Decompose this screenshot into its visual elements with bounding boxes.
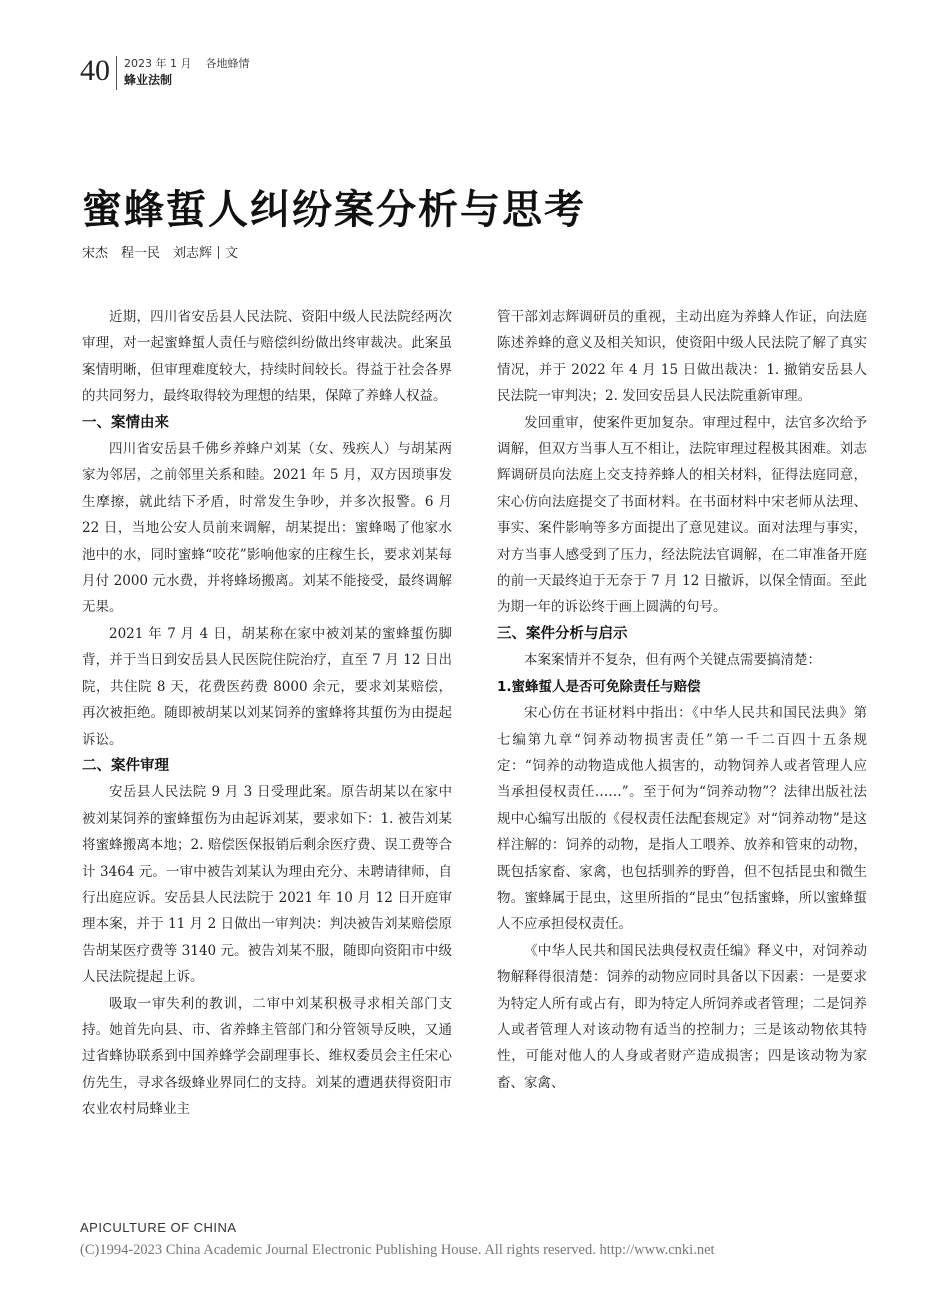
column-name: 各地蜂情 (205, 57, 250, 70)
byline-separator (218, 246, 219, 259)
paragraph-continuation: 管干部刘志辉调研员的重视，主动出庭为养蜂人作证，向法庭陈述养蜂的意义及相关知识，使资阳中级人民法院了解了真实情况，并于 2022 年 4 月 15 日做出裁决：1. 撤销安岳县人民法院一审判决；2. 发回安岳县人民法院重新审理。 (497, 309, 867, 405)
paragraph: 吸取一审失利的教训，二审中刘某积极寻求相关部门支持。她首先向县、市、省养蜂主管部门和分管领导反映，又通过省蜂协联系到中国养蜂学会副理事长、维权委员会主任宋心仿先生，寻求各级蜂业界同仁的支持。刘某的遭遇获得资阳市农业农村局蜂业主 (82, 995, 452, 1118)
subsection-heading-1: 1.蜜蜂蜇人是否可免除责任与赔偿 (497, 678, 701, 695)
header-divider (116, 56, 117, 90)
paragraph: 安岳县人民法院 9 月 3 日受理此案。原告胡某以在家中被刘某饲养的蜜蜂蜇伤为由起诉刘某，要求如下：1. 被告刘某将蜜蜂搬离本地；2. 赔偿医保报销后剩余医疗费、误工费等合计 3464 元。一审中被告刘某认为理由充分、未聘请律师，自行出庭应诉。安岳县人民法院于 2021 年 10 月 12 日开庭审理本案，并于 11 月 2 日做出一审判决：判决被告刘某赔偿原告胡某医疗费等 3140 元。被告刘某不服，随即向资阳市中级人民法院提起上诉。 (82, 784, 452, 986)
paragraph: 宋心仿在书证材料中指出：《中华人民共和国民法典》第七编第九章“饲养动物损害责任”第一千二百四十五条规定：“饲养的动物造成他人损害的，动物饲养人或者管理人应当承担侵权责任……”。至于何为“饲养动物”？法律出版社法规中心编写出版的《侵权责任法配套规定》对“饲养动物”是这样注解的：饲养的动物，是指人工喂养、放养和管束的动物，既包括家畜、家禽，也包括驯养的野兽，但不包括昆虫和微生物。蜜蜂属于昆虫，这里所指的“昆虫”包括蜜蜂，所以蜜蜂蜇人不应承担侵权责任。 (497, 705, 867, 933)
section-name: 蜂业法制 (124, 73, 173, 87)
header-issue-line (124, 56, 364, 71)
section-heading-2: 二、案件审理 (82, 757, 169, 774)
issue-date: 2023 年 1 月 (124, 57, 192, 70)
journal-name: APICULTURE OF CHINA (80, 1220, 237, 1235)
paragraph: 四川省安岳县千佛乡养蜂户刘某（女、残疾人）与胡某两家为邻居，之前邻里关系和睦。2021 年 5 月，双方因琐事发生摩擦，就此结下矛盾，时常发生争吵，并多次报警。6 月 22 日，当地公安人员前来调解，胡某提出：蜜蜂喝了他家水池中的水，同时蜜蜂“咬花”影响他家的庄稼生长，要求刘某每月付 2000 元水费，并将蜂场搬离。刘某不能接受，最终调解无果。 (82, 441, 452, 616)
paragraph: 发回重审，使案件更加复杂。审理过程中，法官多次给予调解，但双方当事人互不相让，法院审理过程极其困难。刘志辉调研员向法庭上交支持养蜂人的相关材料，征得法庭同意，宋心仿向法庭提交了书面材料。在书面材料中宋老师从法理、事实、案件影响等多方面提出了意见建议。面对法理与事实，对方当事人感受到了压力，经法院法官调解，在二审准备开庭的前一天最终迫于无奈于 7 月 12 日撤诉，以保全情面。至此为期一年的诉讼终于画上圆满的句号。 (497, 414, 867, 616)
authors: 宋杰 程一民 刘志辉 (82, 246, 213, 261)
copyright-notice: (C)1994-2023 China Academic Journal Electronic Publishing House. All rights reserved. http://www.cnki.net (80, 1242, 715, 1258)
section-heading-3: 三、案件分析与启示 (497, 625, 628, 642)
article-title: 蜜蜂蜇人纠纷案分析与思考 (82, 186, 586, 233)
paragraph: 2021 年 7 月 4 日，胡某称在家中被刘某的蜜蜂蜇伤脚背，并于当日到安岳县人民医院住院治疗，直至 7 月 12 日出院，共住院 8 天，花费医药费 8000 余元，要求刘某赔偿，再次被拒绝。随即被胡某以刘某饲养的蜜蜂将其蜇伤为由提起诉讼。 (82, 625, 452, 748)
intro-paragraph: 近期，四川省安岳县人民法院、资阳中级人民法院经两次审理，对一起蜜蜂蜇人责任与赔偿纠纷做出终审裁决。此案虽案情明晰，但审理难度较大，持续时间较长。得益于社会各界的共同努力，最终取得较为理想的结果，保障了养蜂人权益。 (82, 309, 452, 405)
left-column (82, 304, 452, 1204)
section-heading-1: 一、案情由来 (82, 414, 169, 431)
right-column (497, 304, 867, 1204)
page-number: 40 (80, 54, 110, 87)
paragraph: 《中华人民共和国民法典侵权责任编》释义中，对饲养动物解释得很清楚：饲养的动物应同时具备以下因素：一是要求为特定人所有或占有，即为特定人所饲养或者管理；二是饲养人或者管理人对该动物有适当的控制力；三是该动物依其特性，可能对他人的人身或者财产造成损害；四是该动物为家畜、家禽、 (497, 942, 867, 1091)
byline-suffix: 文 (225, 246, 239, 261)
header-meta (124, 56, 364, 89)
paragraph: 本案案情并不复杂，但有两个关键点需要搞清楚： (524, 652, 821, 669)
byline (82, 244, 482, 264)
